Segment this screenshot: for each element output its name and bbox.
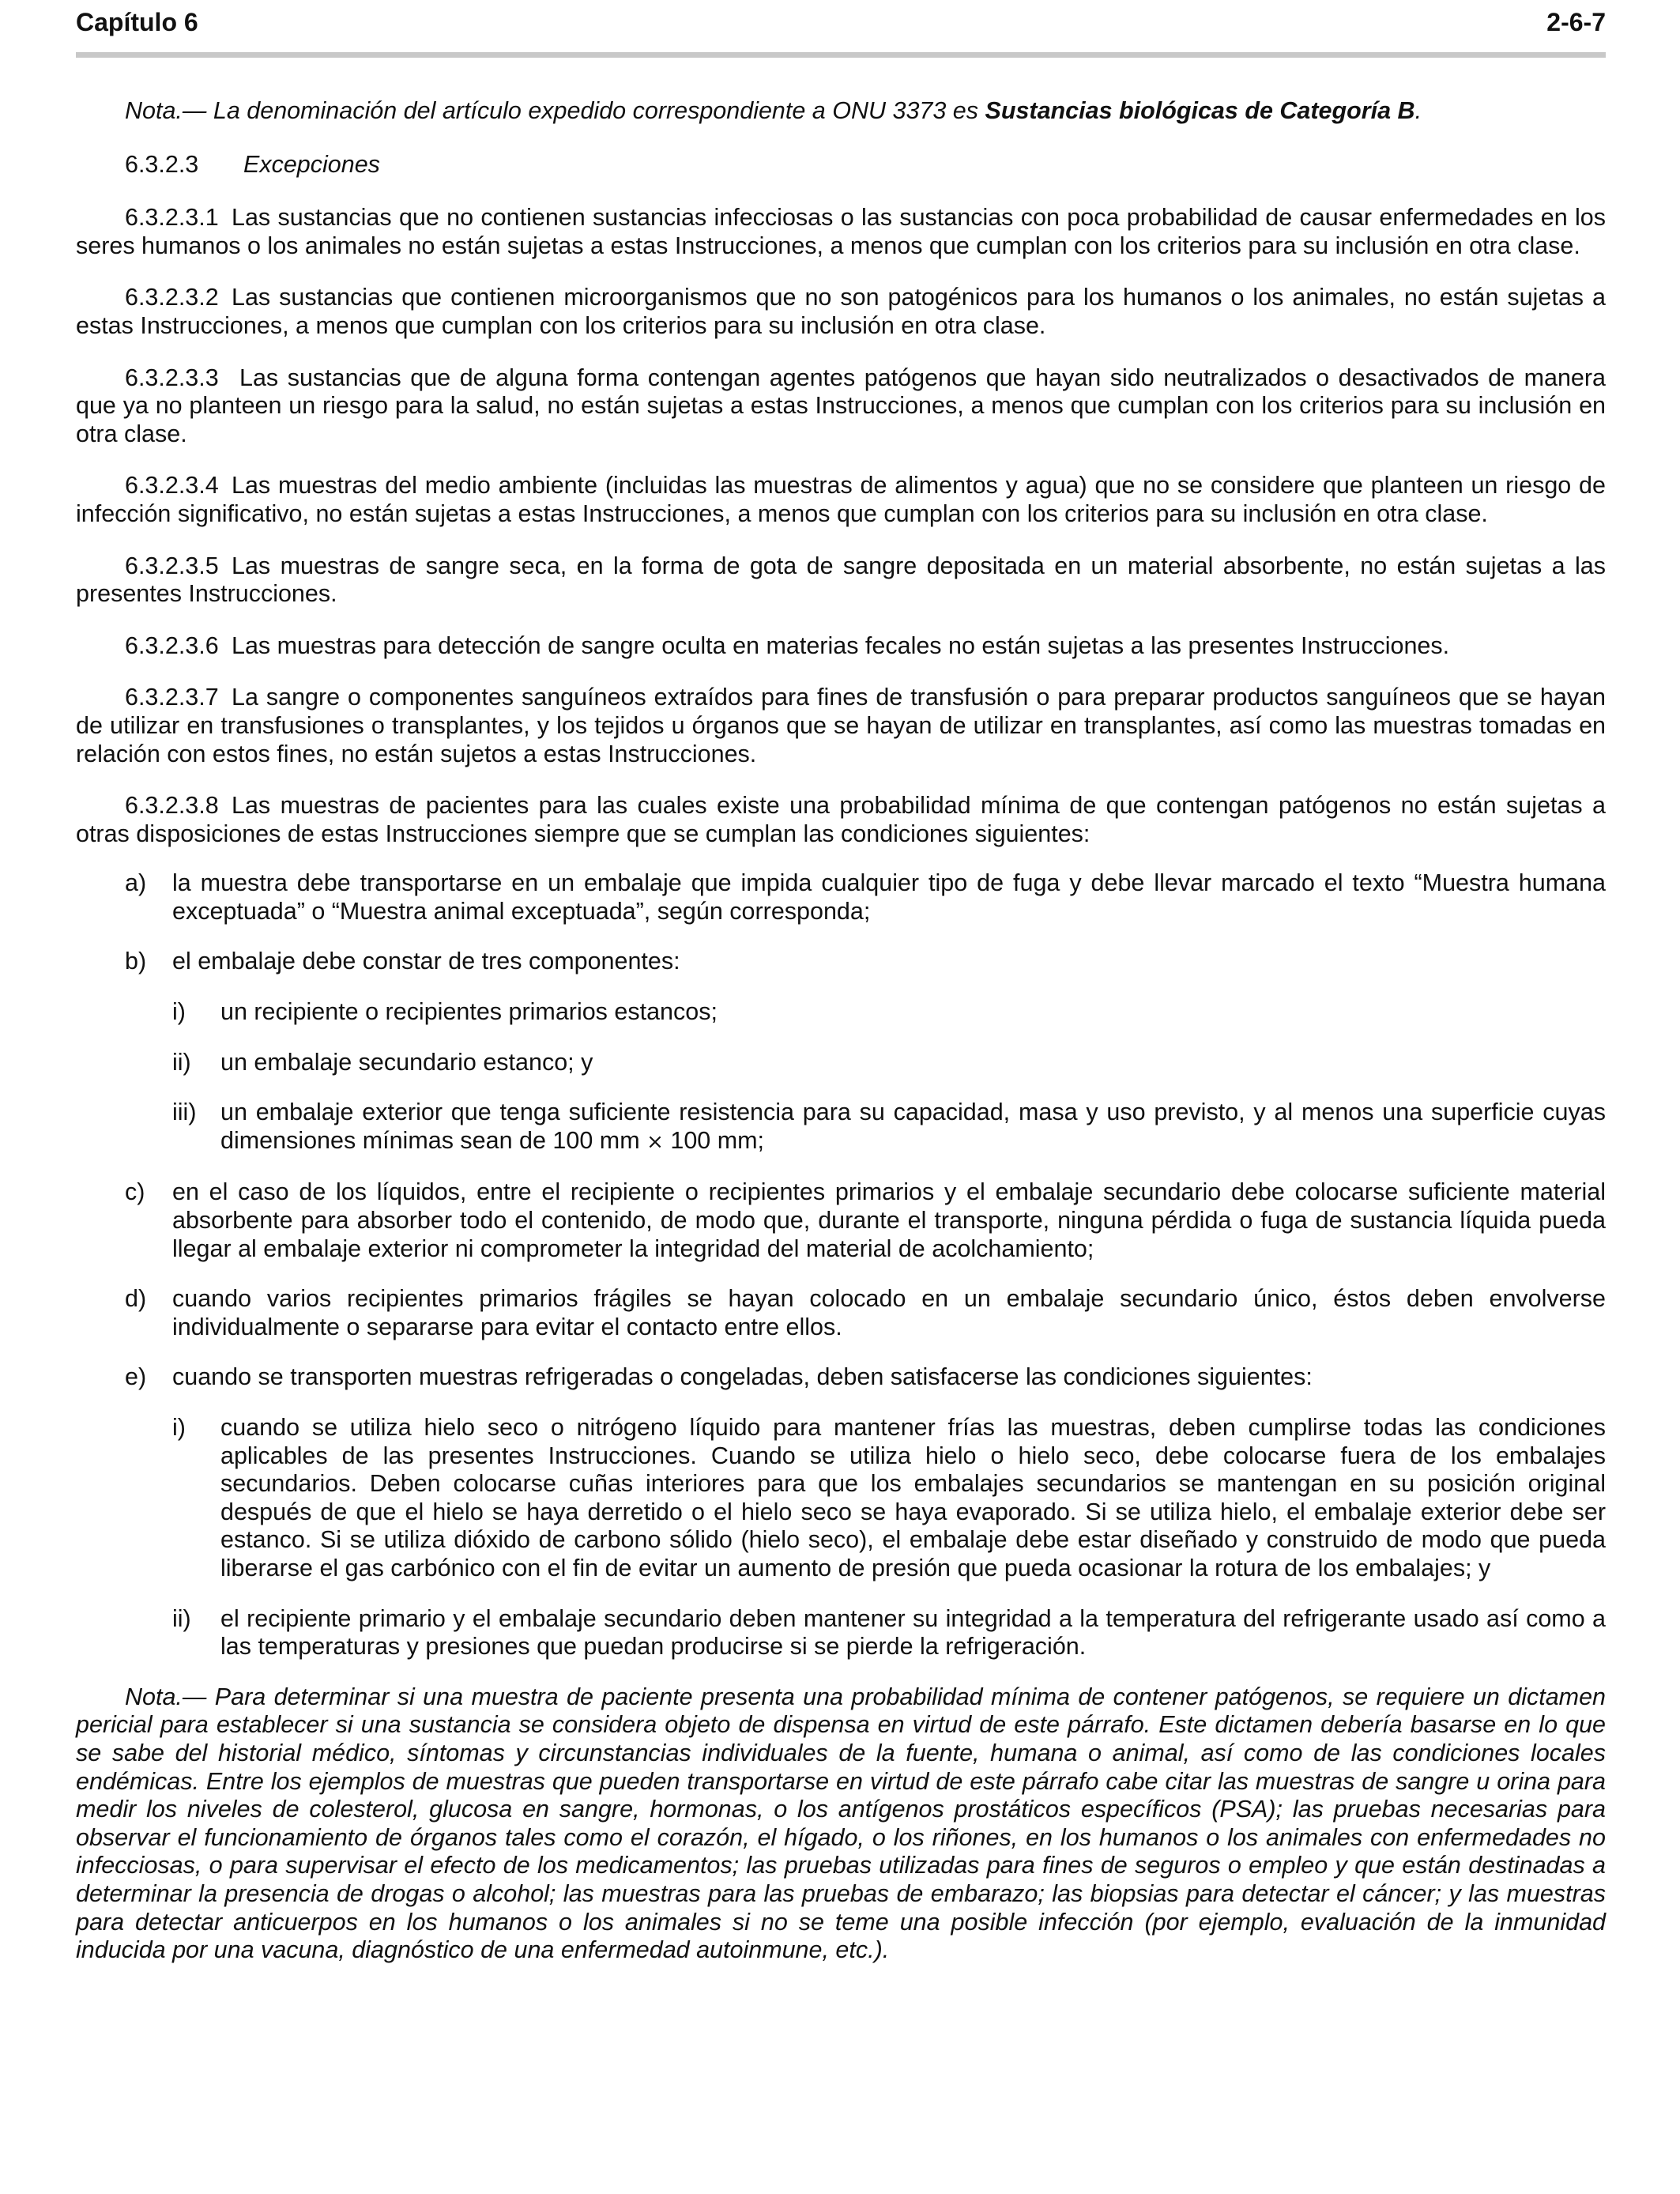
list-marker: i) <box>172 998 186 1026</box>
note-suffix: . <box>1414 97 1422 124</box>
section-heading <box>76 151 1606 179</box>
paragraph-text: Las sustancias que contienen microorganismos que no son patogénicos para los humanos o los animales, no están sujetas a estas Instrucciones, a menos que cumplan con los criterios para su inclusión en otra clase. <box>76 284 1606 339</box>
list-item-b <box>76 948 1606 976</box>
list-item-e <box>76 1363 1606 1392</box>
paragraph-text: La sangre o componentes sanguíneos extraídos para fines de transfusión o para preparar productos sanguíneos que se hayan de utilizar en transfusiones o transplantes, y los tejidos u órganos que se hayan de utilizar en transplantes, así como las muestras tomadas en relación con estos fines, no están sujetos a estas Instrucciones. <box>76 684 1606 767</box>
sublist-item-b-i <box>76 998 1606 1027</box>
section-title: Excepciones <box>243 150 380 178</box>
paragraph-number: 6.3.2.3.7 <box>125 684 219 711</box>
paragraph-text: Las muestras de sangre seca, en la forma de gota de sangre depositada en un material absorbente, no están sujetas a las presentes Instrucciones. <box>76 552 1606 608</box>
conditions-list <box>76 869 1606 1661</box>
sublist-item-b-ii <box>76 1049 1606 1077</box>
list-item-a <box>76 869 1606 925</box>
section-number: 6.3.2.3 <box>125 150 199 178</box>
list-marker: iii) <box>172 1099 197 1126</box>
sublist-item-b-iii <box>76 1099 1606 1156</box>
list-item-text: un embalaje secundario estanco; y <box>220 1048 593 1076</box>
sublist-item-e-i <box>76 1414 1606 1583</box>
paragraph-6-3-2-3-8 <box>76 792 1606 848</box>
list-marker: e) <box>125 1363 147 1391</box>
multiplication-sign: × <box>646 1129 664 1154</box>
list-item-text: cuando se utiliza hielo seco o nitrógeno líquido para mantener frías las muestras, deben cumplirse todas las condiciones aplicables de las presentes Instrucciones. Cuando se utiliza hielo o hielo seco, debe colocarse fuera de los embalajes secundarios. Deben colocarse cuñas interiores para que los embalajes secundarios se mantengan en su posición original después de que el hielo se haya derretido o el hielo seco se haya evaporado. Si se utiliza hielo, el embalaje exterior debe ser estanco. Si se utiliza dióxido de carbono sólido (hielo seco), el embalaje debe estar diseñado y construido de modo que pueda liberarse el gas carbónico con el fin de evitar un aumento de presión que pueda ocasionar la rotura de los embalajes; y <box>220 1414 1606 1581</box>
note-patient-samples: Nota.— Para determinar si una muestra de paciente presenta una probabilidad mínima de contener patógenos, se requiere un dictamen pericial para establecer si una sustancia se considera objeto de dispensa en virtud de este párrafo. Este dictamen debería basarse en lo que se sabe del historial médico, síntomas y circunstancias individuales de la fuente, humana o animal, así como de las condiciones locales endémicas. Entre los ejemplos de muestras que pueden transportarse en virtud de este párrafo cabe citar las muestras de sangre u orina para medir los niveles de colesterol, glucosa en sangre, hormonas, o los antígenos prostáticos específicos (PSA); las pruebas necesarias para observar el funcionamiento de órganos tales como el corazón, el hígado, o los riñones, en los humanos o los animales con enfermedades no infecciosas, o para supervisar el efecto de los medicamentos; las pruebas utilizadas para fines de seguros o empleo y que están destinadas a determinar la presencia de drogas o alcohol; las muestras para las pruebas de embarazo; las biopsias para detectar el cáncer; y las muestras para detectar anticuerpos en los humanos o los animales si no se teme una posible infección (por ejemplo, evaluación de la inmunidad inducida por una vacuna, diagnóstico de una enfermedad autoinmune, etc.). <box>76 1683 1606 1964</box>
chapter-title: Capítulo 6 <box>76 8 198 36</box>
list-marker: ii) <box>172 1604 191 1632</box>
document-page <box>76 0 1606 1965</box>
list-item-text: en el caso de los líquidos, entre el recipiente o recipientes primarios y el embalaje secundario debe colocarse suficiente material absorbente para absorber todo el contenido, de modo que, durante el transporte, ninguna pérdida o fuga de sustancia líquida pueda llegar al embalaje exterior ni comprometer la integridad del material de acolchamiento; <box>172 1178 1606 1262</box>
paragraph-6-3-2-3-6 <box>76 632 1606 661</box>
paragraph-text: Las muestras para detección de sangre oculta en materias fecales no están sujetas a las presentes Instrucciones. <box>232 631 1450 659</box>
list-item-text: cuando se transporten muestras refrigeradas o congeladas, deben satisfacerse las condiciones siguientes: <box>172 1363 1313 1391</box>
list-item-text: el embalaje debe constar de tres componentes: <box>172 948 680 975</box>
paragraph-text: Las sustancias que no contienen sustancias infecciosas o las sustancias con poca probabilidad de causar enfermedades en los seres humanos o los animales no están sujetas a estas Instrucciones, a menos que cumplan con los criterios para su inclusión en otra clase. <box>76 204 1606 259</box>
list-marker: b) <box>125 948 147 975</box>
paragraph-6-3-2-3-5 <box>76 552 1606 609</box>
page-number: 2-6-7 <box>1546 8 1606 36</box>
paragraph-6-3-2-3-1 <box>76 204 1606 260</box>
sublist-item-e-ii <box>76 1605 1606 1661</box>
page-header <box>76 0 1606 58</box>
paragraph-text: Las muestras de pacientes para las cuales existe una probabilidad mínima de que contengan patógenos no están sujetas a otras disposiciones de estas Instrucciones siempre que se cumplan las condiciones siguientes: <box>76 792 1606 847</box>
list-marker: a) <box>125 869 147 897</box>
list-item-text-end: 100 mm; <box>663 1126 765 1154</box>
note-bold-term: Sustancias biológicas de Categoría B <box>985 97 1415 124</box>
list-marker: i) <box>172 1414 186 1441</box>
list-item-text: la muestra debe transportarse en un embalaje que impida cualquier tipo de fuga y debe llevar marcado el texto “Muestra humana exceptuada” o “Muestra animal exceptuada”, según corresponda; <box>172 869 1606 925</box>
list-item-c <box>76 1178 1606 1263</box>
paragraph-number: 6.3.2.3.8 <box>125 792 219 820</box>
paragraph-number: 6.3.2.3.2 <box>125 284 219 311</box>
paragraph-number: 6.3.2.3.5 <box>125 552 219 579</box>
paragraph-6-3-2-3-7 <box>76 684 1606 768</box>
list-marker: d) <box>125 1285 147 1313</box>
paragraph-text: Las muestras del medio ambiente (incluidas las muestras de alimentos y agua) que no se considere que planteen un riesgo de infección significativo, no están sujetas a estas Instrucciones, a menos que cumplan con los criterios para su inclusión en otra clase. <box>76 472 1606 527</box>
list-item-text: un recipiente o recipientes primarios estancos; <box>220 998 718 1026</box>
note-text: Nota.— La denominación del artículo expedido correspondiente a ONU 3373 es <box>125 97 985 124</box>
paragraph-6-3-2-3-2 <box>76 284 1606 340</box>
paragraph-6-3-2-3-4 <box>76 472 1606 528</box>
paragraph-number: 6.3.2.3.3 <box>125 364 219 391</box>
list-item-text: el recipiente primario y el embalaje secundario deben mantener su integridad a la temperatura del refrigerante usado así como a las temperaturas y presiones que puedan producirse si se pierde la refrigeración. <box>220 1604 1606 1661</box>
paragraph-number: 6.3.2.3.4 <box>125 472 219 499</box>
note-category-b <box>76 97 1606 126</box>
paragraph-number: 6.3.2.3.6 <box>125 631 219 659</box>
list-marker: ii) <box>172 1048 191 1076</box>
paragraph-6-3-2-3-3 <box>76 364 1606 449</box>
list-item-text: cuando varios recipientes primarios frágiles se hayan colocado en un embalaje secundario único, éstos deben envolverse individualmente o separarse para evitar el contacto entre ellos. <box>172 1285 1606 1340</box>
paragraph-text: Las sustancias que de alguna forma contengan agentes patógenos que hayan sido neutralizados o desactivados de manera que ya no planteen un riesgo para la salud, no están sujetas a estas Instrucciones, a menos que cumplan con los criterios para su inclusión en otra clase. <box>76 364 1606 447</box>
paragraph-number: 6.3.2.3.1 <box>125 204 219 232</box>
list-marker: c) <box>125 1178 145 1206</box>
list-item-text: un embalaje exterior que tenga suficiente resistencia para su capacidad, masa y uso previsto, y al menos una superficie cuyas dimensiones mínimas sean de 100 mm <box>220 1099 1606 1154</box>
list-item-d <box>76 1285 1606 1341</box>
document-body <box>76 97 1606 1965</box>
